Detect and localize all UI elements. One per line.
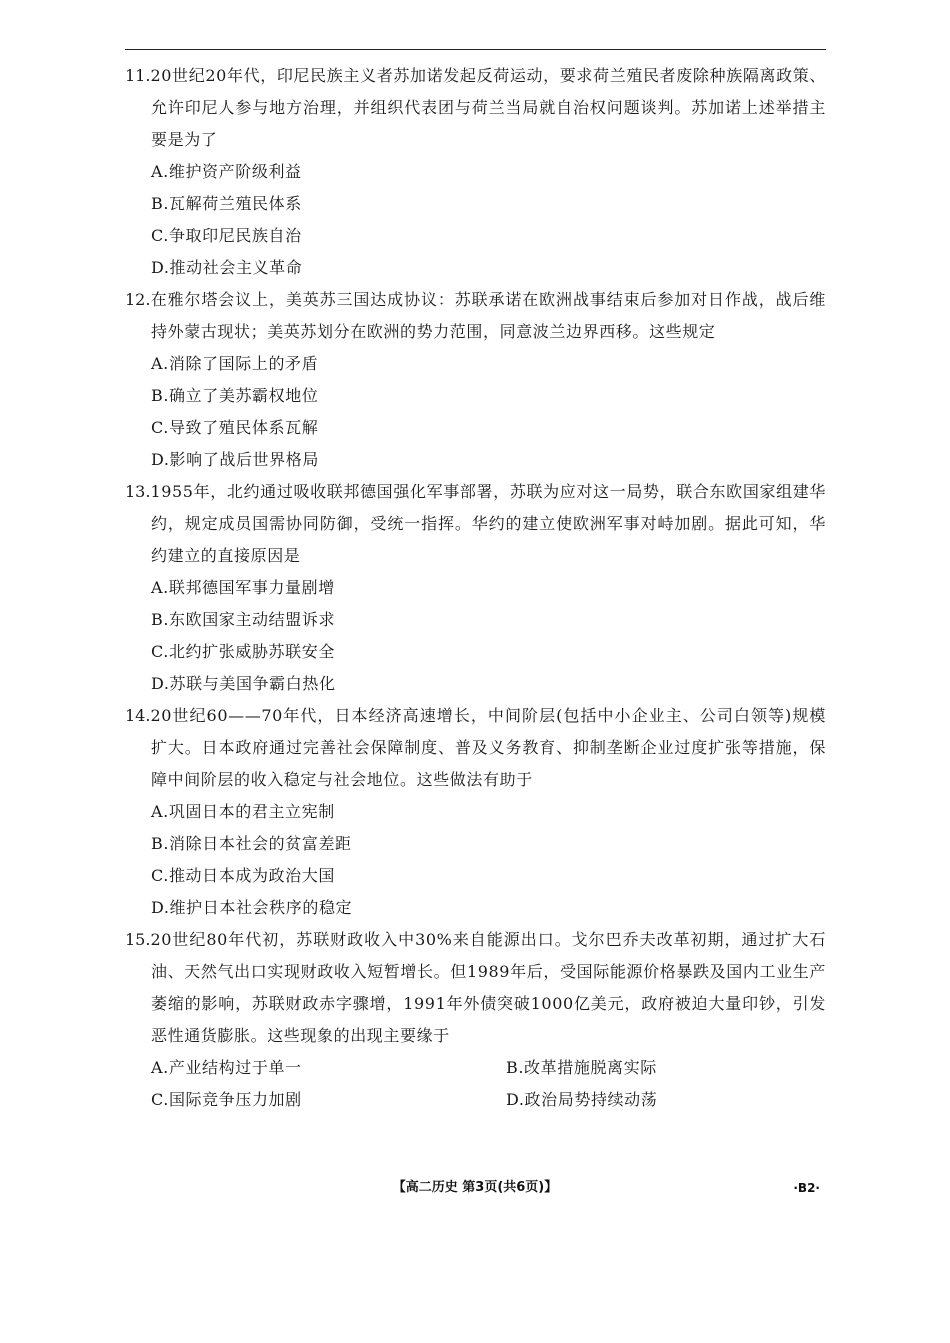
option-b: B.瓦解荷兰殖民体系: [151, 194, 302, 213]
question-text: 20世纪80年代初，苏联财政收入中30%来自能源出口。戈尔巴乔夫改革初期，通过扩大石油、天然气出口实现财政收入短暂增长。但1989年后，受国际能源价格暴跌及国内工业生产萎缩的影响，苏联财政赤字骤增，1991年外债突破1000亿美元，政府被迫大量印钞，引发恶性通货膨胀。这些现象的出现主要缘于: [150, 930, 826, 1045]
question-stem: [125, 284, 826, 348]
option-b: B.确立了美苏霸权地位: [151, 386, 319, 405]
question-stem: [125, 924, 826, 1052]
question-11: [125, 60, 826, 284]
question-text: 20世纪20年代，印尼民族主义者苏加诺发起反荷运动，要求荷兰殖民者废除种族隔离政策、允许印尼人参与地方治理，并组织代表团与荷兰当局就自治权问题谈判。苏加诺上述举措主要是为了: [150, 66, 826, 149]
option-d: D.政治局势持续动荡: [506, 1090, 658, 1109]
question-stem: [125, 700, 826, 796]
question-stem: [125, 476, 826, 572]
question-stem: [125, 60, 826, 156]
question-15: [125, 924, 826, 1116]
option-d: D.苏联与美国争霸白热化: [151, 674, 336, 693]
options-grid: [125, 1052, 826, 1116]
option-c: C.推动日本成为政治大国: [151, 866, 335, 885]
option-d: D.影响了战后世界格局: [151, 450, 319, 469]
question-number: 13.: [125, 482, 151, 501]
question-12: [125, 284, 826, 476]
option-b: B.东欧国家主动结盟诉求: [151, 610, 336, 629]
page-label: 【高二历史 第3页(共6页)】: [392, 1180, 558, 1195]
paper-code: ·B2·: [793, 1181, 820, 1195]
question-13: [125, 476, 826, 700]
question-14: [125, 700, 826, 924]
option-c: C.导致了殖民体系瓦解: [151, 418, 319, 437]
option-a: A.联邦德国军事力量剧增: [151, 578, 335, 597]
option-b: B.改革措施脱离实际: [506, 1058, 657, 1077]
option-c: C.北约扩张威胁苏联安全: [151, 642, 335, 661]
question-number: 12.: [125, 290, 151, 309]
option-c: C.争取印尼民族自治: [151, 226, 302, 245]
question-number: 11.: [125, 66, 151, 85]
option-a: A.维护资产阶级利益: [151, 162, 302, 181]
option-a: A.产业结构过于单一: [151, 1058, 302, 1077]
question-list: [125, 60, 826, 1116]
question-text: 在雅尔塔会议上，美英苏三国达成协议：苏联承诺在欧洲战事结束后参加对日作战，战后维持外蒙古现状；美英苏划分在欧洲的势力范围，同意波兰边界西移。这些规定: [150, 290, 826, 341]
question-number: 14.: [125, 706, 151, 725]
option-d: D.推动社会主义革命: [151, 258, 303, 277]
question-text: 20世纪60——70年代，日本经济高速增长，中间阶层(包括中小企业主、公司白领等)规模扩大。日本政府通过完善社会保障制度、普及义务教育、抑制垄断企业过度扩张等措施，保障中间阶层的收入稳定与社会地位。这些做法有助于: [150, 706, 826, 789]
header-rule: [125, 49, 826, 50]
question-number: 15.: [125, 930, 151, 949]
option-a: A.消除了国际上的矛盾: [151, 354, 319, 373]
option-a: A.巩固日本的君主立宪制: [151, 802, 335, 821]
option-b: B.消除日本社会的贫富差距: [151, 834, 352, 853]
question-text: 1955年，北约通过吸收联邦德国强化军事部署，苏联为应对这一局势，联合东欧国家组建华约，规定成员国需协同防御，受统一指挥。华约的建立使欧洲军事对峙加剧。据此可知，华约建立的直接原因是: [150, 482, 826, 565]
option-d: D.维护日本社会秩序的稳定: [151, 898, 353, 917]
page-footer: [0, 1178, 950, 1198]
option-c: C.国际竞争压力加剧: [151, 1090, 302, 1109]
